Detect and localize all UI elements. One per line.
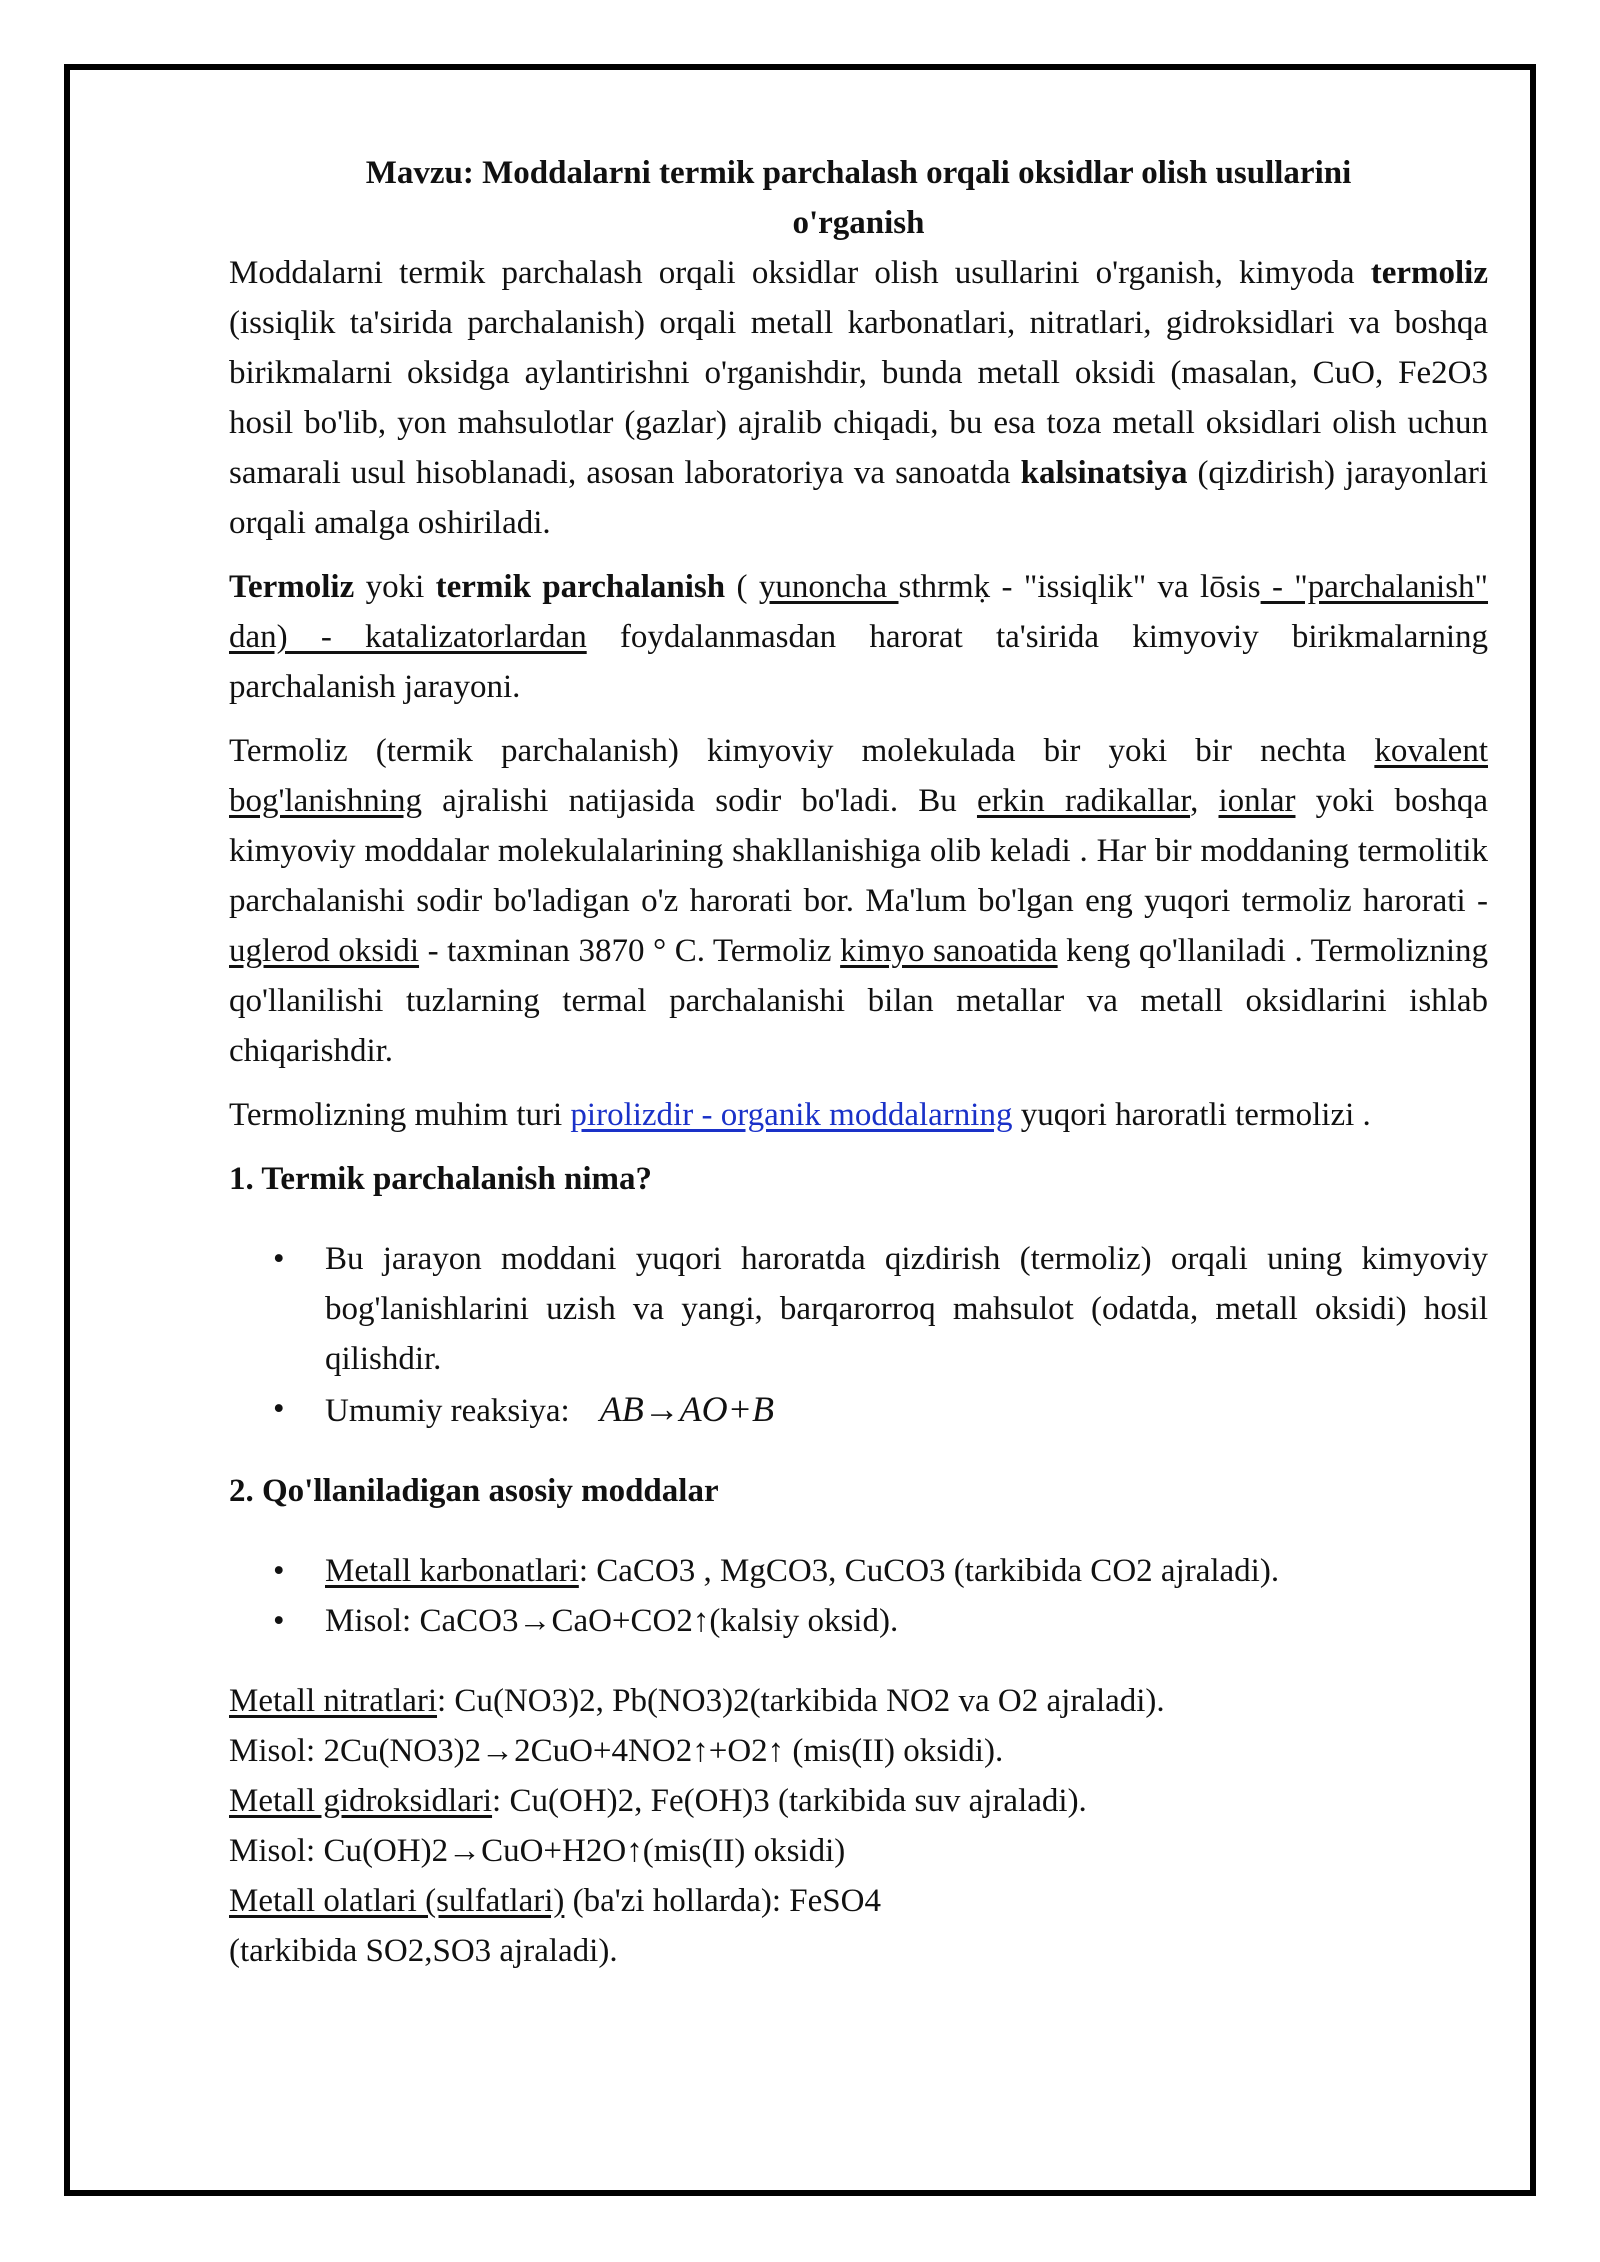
section-2-list [229, 1546, 1488, 1646]
title-line-1: Mavzu: Moddalarni termik parchalash orqali oksidlar olish usullarini [365, 155, 1352, 191]
def-term-2: termik parchalanish [435, 569, 726, 605]
link-metall-gidroksidlari[interactable]: Metall gidroksidlari [229, 1783, 493, 1819]
link-metall-olatlari[interactable]: Metall olatlari (sulfatlari) [229, 1883, 565, 1919]
p3-text-2: ajralishi natijasida sodir bo'ladi. Bu [421, 783, 977, 819]
title-line-2: o'rganish [792, 205, 925, 241]
list-item [229, 1546, 1488, 1596]
list-item [229, 1384, 1488, 1436]
list-item: • Misol: CaCO3→CaO+CO2↑(kalsiy oksid). [229, 1596, 1488, 1646]
sulfates-note: (tarkibida SO2,SO3 ajraladi). [229, 1933, 618, 1969]
intro-text-1: Moddalarni termik parchalash orqali oksidlar olish usullarini o'rganish, kimyoda [229, 255, 1371, 291]
link-katalizatorlar[interactable]: - "parchalanish" dan) - katalizatorlardan [229, 569, 1489, 655]
nitrates-example: Misol: 2Cu(NO3)2→2CuO+4NO2↑+O2↑ (mis(II) oksidi). [229, 1733, 1004, 1769]
intro-text-3: (qizdirish) jarayonlari orqali amalga oshiriladi. [229, 455, 1489, 541]
document-body [229, 148, 1488, 1976]
mechanism-paragraph [229, 726, 1488, 1076]
link-metall-karbonatlari[interactable]: Metall karbonatlari [325, 1553, 579, 1589]
p3-text-5: - taxminan 3870 ° C. Termoliz [419, 933, 841, 969]
p4-text-1: Termolizning muhim turi [229, 1097, 571, 1133]
link-erkin-radikallar[interactable]: erkin radikallar [976, 783, 1191, 819]
carbonates-text: : CaCO3 , MgCO3, CuCO3 (tarkibida CO2 ajraladi). [578, 1553, 1280, 1589]
nitrates-text: : Cu(NO3)2, Pb(NO3)2(tarkibida NO2 va O2 ajraladi). [437, 1683, 1165, 1719]
reaction-label: Umumiy reaksiya: [325, 1393, 570, 1429]
link-yunoncha[interactable]: yunoncha [758, 569, 899, 605]
definition-paragraph [229, 562, 1488, 712]
p3-text-3: , [1190, 783, 1219, 819]
term-kalsinatsiya: kalsinatsiya [1020, 455, 1188, 491]
term-termoliz: termoliz [1370, 255, 1488, 291]
hydroxides-text: : Cu(OH)2, Fe(OH)3 (tarkibida suv ajraladi). [492, 1783, 1087, 1819]
def-text-3: sthrmḳ - "issiqlik" va lōsis [898, 569, 1261, 605]
section-1-heading: 1. Termik parchalanish nima? [229, 1161, 652, 1197]
sulfates-line [229, 1876, 1488, 1926]
intro-paragraph [229, 248, 1488, 548]
link-ionlar[interactable]: ionlar [1218, 783, 1296, 819]
pyrolysis-paragraph [229, 1090, 1488, 1140]
p3-text-4: yoki boshqa kimyoviy moddalar molekulalarining shakllanishiga olib keladi . Har bir moddaning termolitik parchalanishi sodir bo'ladigan o'z harorati bor. Ma'lum bo'lgan eng yuqori termoliz harorati - [229, 783, 1488, 919]
sulfates-text: (ba'zi hollarda): FeSO4 [564, 1883, 881, 1919]
link-metall-nitratlari[interactable]: Metall nitratlari [229, 1683, 438, 1719]
nitrates-line [229, 1676, 1488, 1726]
p3-text-6: keng qo'llaniladi . Termolizning qo'llanilishi tuzlarning termal parchalanishi bilan metallar va metall oksidlarini ishlab chiqarishdir. [229, 933, 1488, 1069]
page-title [229, 148, 1488, 248]
def-text-2: ( [725, 569, 759, 605]
link-kimyo-sanoatida[interactable]: kimyo sanoatida [840, 933, 1058, 969]
link-kovalent[interactable]: kovalent bog'lanishning [229, 733, 1488, 819]
link-pirolizdir[interactable]: pirolizdir - organik moddalarning [570, 1097, 1013, 1133]
hydroxides-example: Misol: Cu(OH)2→CuO+H2O↑(mis(II) oksidi) [229, 1833, 846, 1869]
reaction-equation: AB→AO+B [599, 1389, 774, 1429]
p3-text-1: Termoliz (termik parchalanish) kimyoviy molekulada bir yoki bir nechta [229, 733, 1375, 769]
section-1-list [229, 1234, 1488, 1436]
section-2-heading: 2. Qo'llaniladigan asosiy moddalar [229, 1473, 719, 1509]
def-text-1: yoki [354, 569, 436, 605]
list-item: • Bu jarayon moddani yuqori haroratda qizdirish (termoliz) orqali uning kimyoviy bog'lanishlarini uzish va yangi, barqarorroq mahsulot (odatda, metall oksidi) hosil qilishdir. [229, 1234, 1488, 1384]
intro-text-2: (issiqlik ta'sirida parchalanish) orqali metall karbonatlari, nitratlari, gidroksidlari va boshqa birikmalarni oksidga aylantirishni o'rganishdir, bunda metall oksidi (masalan, CuO, Fe2O3 hosil bo'lib, yon mahsulotlar (gazlar) ajralib chiqadi, bu esa toza metall oksidlari olish uchun samarali usul hisoblanadi, asosan laboratoriya va sanoatda [229, 305, 1488, 491]
compounds-block [229, 1676, 1488, 1976]
link-uglerod-oksidi[interactable]: uglerod oksidi [229, 933, 420, 969]
hydroxides-line [229, 1776, 1488, 1826]
p4-text-2: yuqori haroratli termolizi . [1012, 1097, 1371, 1133]
def-term-1: Termoliz [229, 569, 355, 605]
def-text-4: foydalanmasdan harorat ta'sirida kimyoviy birikmalarning parchalanish jarayoni. [229, 619, 1489, 705]
